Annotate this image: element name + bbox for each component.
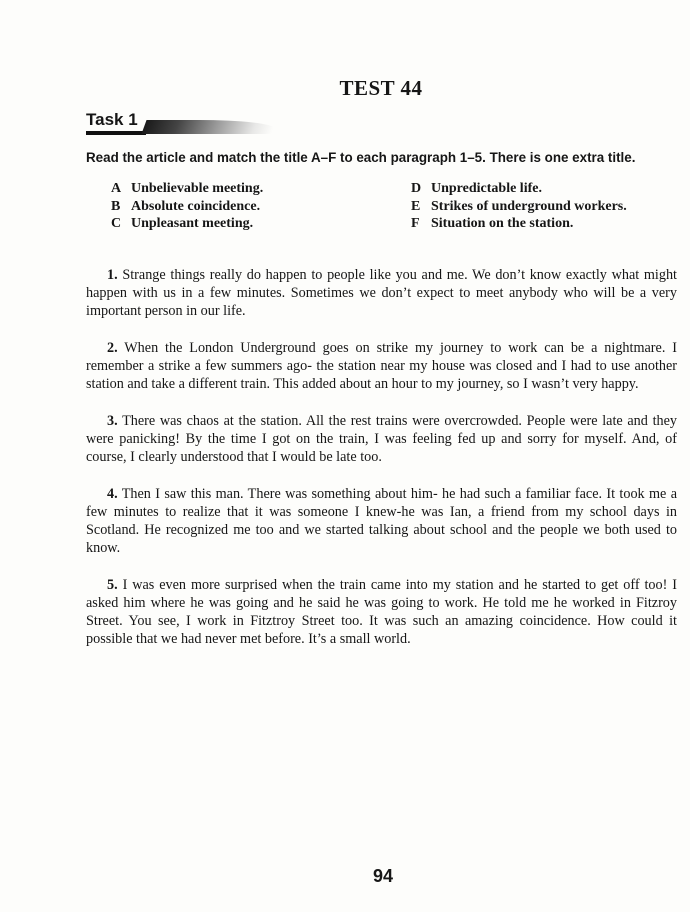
article-paragraph-4 — [86, 485, 677, 557]
task-label: Task 1 — [86, 110, 138, 129]
option-f — [411, 216, 573, 234]
task-swoosh-decoration — [141, 120, 276, 134]
paragraph-number: 5. — [107, 577, 118, 593]
paragraph-number: 4. — [107, 486, 118, 502]
option-e — [411, 199, 627, 217]
article-paragraph-2 — [86, 339, 677, 393]
option-letter: B — [111, 199, 121, 214]
paragraph-text: Then I saw this man. There was something about him- he had such a familiar face. It took me a few minutes to realize that it was someone I knew-he was Ian, a friend from my school days in Scotland. He recognized me too and we started talking about school and the people we both used to know. — [86, 486, 677, 556]
option-letter: F — [411, 216, 420, 231]
option-text: Unpleasant meeting. — [131, 216, 254, 231]
paragraph-text: I was even more surprised when the train came into my station and he started to get off too! I asked him where he was going and he said he was going to work. He told me he worked in Fitzroy Street. You see, I work in Fitztroy Street too. It was such an amazing coincidence. How could it possible that we had never met before. It’s a small world. — [86, 577, 677, 647]
article-body — [86, 266, 677, 667]
task-header — [86, 110, 286, 136]
option-text: Strikes of underground workers. — [431, 199, 627, 214]
option-c — [111, 216, 253, 234]
option-text: Unpredictable life. — [431, 181, 542, 196]
option-letter: D — [411, 181, 422, 196]
task-instruction: Read the article and match the title A–F to each paragraph 1–5. There is one extra title. — [86, 150, 636, 165]
paragraph-number: 2. — [107, 340, 118, 356]
test-title: TEST 44 — [339, 76, 423, 100]
page-number: 94 — [372, 866, 394, 886]
article-paragraph-3 — [86, 412, 677, 466]
option-d — [411, 181, 542, 199]
option-letter: C — [111, 216, 122, 231]
option-a — [111, 181, 263, 199]
paragraph-number: 3. — [107, 413, 118, 429]
article-paragraph-5 — [86, 576, 677, 648]
option-text: Absolute coincidence. — [131, 199, 261, 214]
paragraph-text: There was chaos at the station. All the rest trains were overcrowded. People were late and they were panicking! By the time I got on the train, I was feeling fed up and sorry for myself. And, of course, I clearly understood that I would be late too. — [86, 413, 677, 465]
option-text: Situation on the station. — [431, 216, 574, 231]
paragraph-number: 1. — [107, 267, 118, 283]
option-letter: E — [411, 199, 421, 214]
option-b — [111, 199, 260, 217]
article-paragraph-1 — [86, 266, 677, 320]
paragraph-text: Strange things really do happen to people like you and me. We don’t know exactly what might happen with us in a few minutes. Sometimes we don’t expect to meet anybody who will be a very important person in our life. — [86, 267, 677, 319]
task-underline — [86, 131, 146, 135]
option-text: Unbelievable meeting. — [131, 181, 264, 196]
paragraph-text: When the London Underground goes on strike my journey to work can be a nightmare. I remember a strike a few summers ago- the station near my house was closed and I had to use another station and take a different train. This added about an hour to my journey, so I wasn’t very happy. — [86, 340, 677, 392]
option-letter: A — [111, 181, 122, 196]
